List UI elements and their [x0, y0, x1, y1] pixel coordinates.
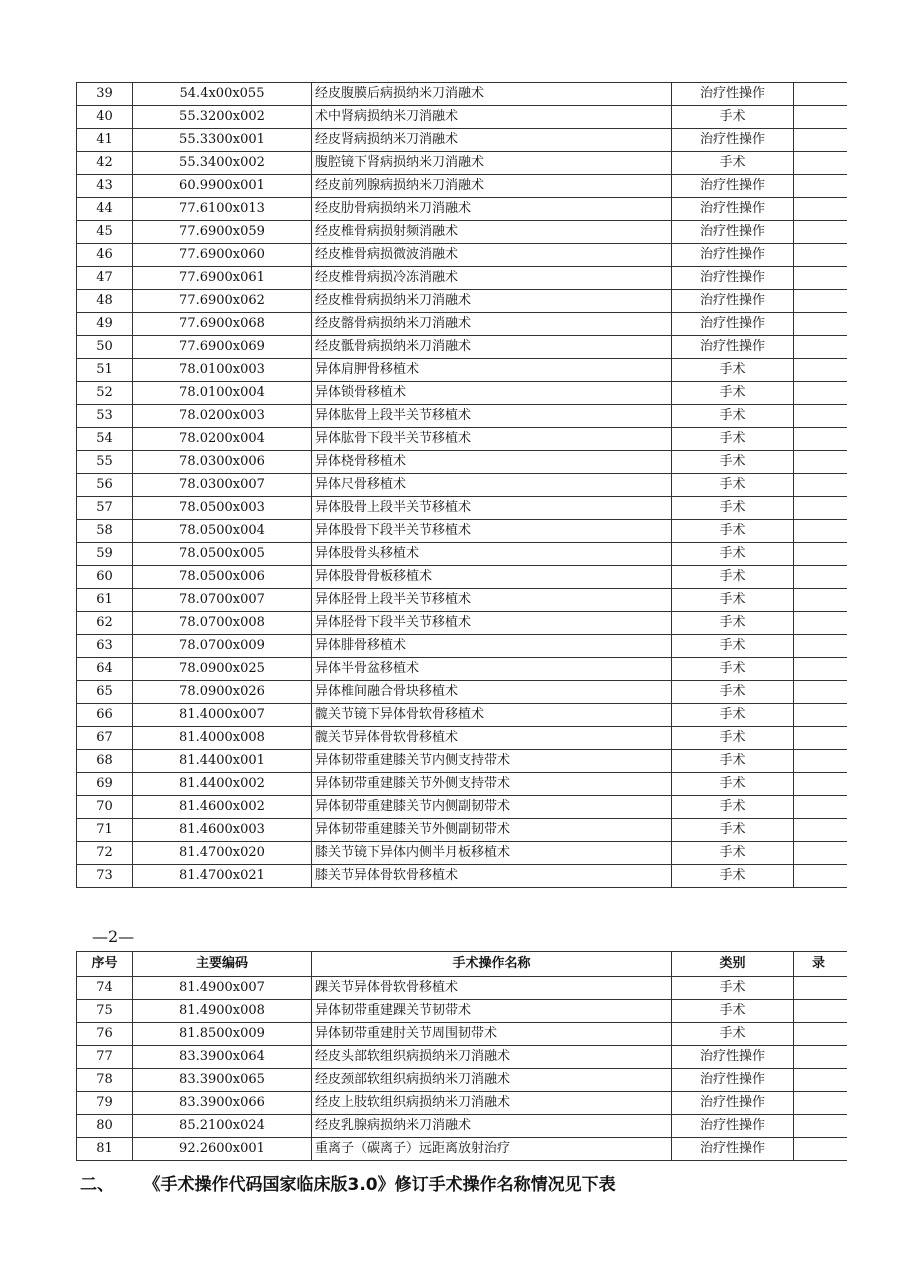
table-row: [77, 244, 848, 267]
cell-procedure-name: 经皮上肢软组织病损纳米刀消融术: [312, 1092, 672, 1115]
cell-serial-number: 56: [77, 474, 133, 497]
cell-procedure-name: 异体半骨盆移植术: [312, 658, 672, 681]
table-row: [77, 198, 848, 221]
cell-main-code: 78.0300x006: [133, 451, 312, 474]
cell-extra: [794, 773, 848, 796]
cell-category: 手术: [672, 773, 794, 796]
cell-procedure-name: 踝关节异体骨软骨移植术: [312, 977, 672, 1000]
cell-extra: [794, 1092, 848, 1115]
cell-category: 治疗性操作: [672, 336, 794, 359]
cell-procedure-name: 髋关节异体骨软骨移植术: [312, 727, 672, 750]
cell-main-code: 77.6100x013: [133, 198, 312, 221]
cell-extra: [794, 313, 848, 336]
cell-category: 治疗性操作: [672, 175, 794, 198]
cell-main-code: 81.4400x001: [133, 750, 312, 773]
cell-serial-number: 66: [77, 704, 133, 727]
header-serial-number: 序号: [77, 952, 133, 977]
cell-category: 治疗性操作: [672, 1069, 794, 1092]
cell-category: 手术: [672, 566, 794, 589]
cell-serial-number: 39: [77, 83, 133, 106]
table-row: [77, 1000, 848, 1023]
cell-serial-number: 71: [77, 819, 133, 842]
cell-serial-number: 76: [77, 1023, 133, 1046]
cell-extra: [794, 566, 848, 589]
cell-serial-number: 42: [77, 152, 133, 175]
procedure-table-bottom-body: [77, 977, 848, 1161]
page-number: —2—: [92, 927, 135, 946]
cell-main-code: 81.4900x008: [133, 1000, 312, 1023]
table-row: [77, 681, 848, 704]
cell-main-code: 55.3400x002: [133, 152, 312, 175]
cell-category: 手术: [672, 359, 794, 382]
cell-main-code: 83.3900x064: [133, 1046, 312, 1069]
cell-extra: [794, 842, 848, 865]
cell-serial-number: 47: [77, 267, 133, 290]
cell-serial-number: 40: [77, 106, 133, 129]
table-row: [77, 152, 848, 175]
cell-extra: [794, 497, 848, 520]
cell-category: 手术: [672, 520, 794, 543]
table-row: [77, 474, 848, 497]
cell-procedure-name: 经皮肋骨病损纳米刀消融术: [312, 198, 672, 221]
table-row: [77, 1023, 848, 1046]
cell-serial-number: 48: [77, 290, 133, 313]
cell-serial-number: 70: [77, 796, 133, 819]
cell-main-code: 54.4x00x055: [133, 83, 312, 106]
cell-serial-number: 53: [77, 405, 133, 428]
cell-main-code: 81.4900x007: [133, 977, 312, 1000]
cell-serial-number: 50: [77, 336, 133, 359]
table-row: [77, 1115, 848, 1138]
table-row: [77, 336, 848, 359]
cell-main-code: 77.6900x069: [133, 336, 312, 359]
cell-main-code: 77.6900x061: [133, 267, 312, 290]
cell-procedure-name: 重离子（碳离子）远距离放射治疗: [312, 1138, 672, 1161]
cell-main-code: 77.6900x068: [133, 313, 312, 336]
cell-serial-number: 62: [77, 612, 133, 635]
cell-extra: [794, 83, 848, 106]
cell-procedure-name: 异体桡骨移植术: [312, 451, 672, 474]
header-category: 类别: [672, 952, 794, 977]
cell-procedure-name: 经皮颈部软组织病损纳米刀消融术: [312, 1069, 672, 1092]
cell-procedure-name: 异体椎间融合骨块移植术: [312, 681, 672, 704]
table-row: [77, 750, 848, 773]
cell-procedure-name: 经皮头部软组织病损纳米刀消融术: [312, 1046, 672, 1069]
cell-main-code: 78.0100x004: [133, 382, 312, 405]
cell-category: 手术: [672, 612, 794, 635]
table-row: [77, 175, 848, 198]
cell-serial-number: 49: [77, 313, 133, 336]
table-row: [77, 612, 848, 635]
cell-category: 治疗性操作: [672, 221, 794, 244]
cell-category: 手术: [672, 819, 794, 842]
header-row: [77, 952, 848, 977]
cell-extra: [794, 244, 848, 267]
cell-category: 手术: [672, 865, 794, 888]
cell-category: 手术: [672, 704, 794, 727]
table-row: [77, 290, 848, 313]
cell-main-code: 60.9900x001: [133, 175, 312, 198]
cell-serial-number: 51: [77, 359, 133, 382]
cell-procedure-name: 异体腓骨移植术: [312, 635, 672, 658]
cell-category: 治疗性操作: [672, 1046, 794, 1069]
table-row: [77, 428, 848, 451]
cell-extra: [794, 405, 848, 428]
cell-main-code: 81.4000x007: [133, 704, 312, 727]
cell-category: 手术: [672, 977, 794, 1000]
cell-category: 手术: [672, 543, 794, 566]
cell-procedure-name: 经皮乳腺病损纳米刀消融术: [312, 1115, 672, 1138]
cell-main-code: 78.0200x003: [133, 405, 312, 428]
cell-procedure-name: 异体肩胛骨移植术: [312, 359, 672, 382]
cell-main-code: 81.4700x021: [133, 865, 312, 888]
table-row: [77, 359, 848, 382]
cell-procedure-name: 异体肱骨上段半关节移植术: [312, 405, 672, 428]
cell-procedure-name: 异体韧带重建肘关节周围韧带术: [312, 1023, 672, 1046]
procedure-table-top: [76, 82, 847, 888]
cell-extra: [794, 267, 848, 290]
cell-extra: [794, 1115, 848, 1138]
cell-main-code: 77.6900x060: [133, 244, 312, 267]
cell-extra: [794, 635, 848, 658]
cell-procedure-name: 术中肾病损纳米刀消融术: [312, 106, 672, 129]
cell-main-code: 92.2600x001: [133, 1138, 312, 1161]
cell-serial-number: 80: [77, 1115, 133, 1138]
cell-procedure-name: 异体韧带重建膝关节外侧副韧带术: [312, 819, 672, 842]
cell-main-code: 77.6900x062: [133, 290, 312, 313]
table-row: [77, 819, 848, 842]
cell-category: 手术: [672, 750, 794, 773]
cell-serial-number: 52: [77, 382, 133, 405]
cell-serial-number: 58: [77, 520, 133, 543]
table-row: [77, 589, 848, 612]
cell-main-code: 85.2100x024: [133, 1115, 312, 1138]
procedure-table-top-body: [77, 83, 848, 888]
cell-extra: [794, 382, 848, 405]
cell-extra: [794, 1069, 848, 1092]
cell-serial-number: 81: [77, 1138, 133, 1161]
cell-main-code: 78.0100x003: [133, 359, 312, 382]
section-title: 《手术操作代码国家临床版3.0》修订手术操作名称情况见下表: [152, 1175, 616, 1195]
table-row: [77, 1138, 848, 1161]
cell-serial-number: 68: [77, 750, 133, 773]
cell-procedure-name: 经皮前列腺病损纳米刀消融术: [312, 175, 672, 198]
cell-category: 手术: [672, 428, 794, 451]
table-row: [77, 1092, 848, 1115]
cell-procedure-name: 异体尺骨移植术: [312, 474, 672, 497]
procedure-table-bottom: [76, 951, 847, 1161]
cell-serial-number: 69: [77, 773, 133, 796]
cell-extra: [794, 221, 848, 244]
table-row: [77, 451, 848, 474]
cell-category: 手术: [672, 1000, 794, 1023]
cell-serial-number: 79: [77, 1092, 133, 1115]
cell-extra: [794, 819, 848, 842]
cell-procedure-name: 异体韧带重建膝关节内侧副韧带术: [312, 796, 672, 819]
cell-procedure-name: 异体股骨上段半关节移植术: [312, 497, 672, 520]
cell-serial-number: 77: [77, 1046, 133, 1069]
header-procedure-name: 手术操作名称: [312, 952, 672, 977]
cell-extra: [794, 451, 848, 474]
header-extra: 录: [794, 952, 848, 977]
table-row: [77, 382, 848, 405]
cell-serial-number: 41: [77, 129, 133, 152]
cell-serial-number: 57: [77, 497, 133, 520]
cell-extra: [794, 727, 848, 750]
table-row: [77, 405, 848, 428]
cell-extra: [794, 152, 848, 175]
cell-serial-number: 65: [77, 681, 133, 704]
cell-extra: [794, 474, 848, 497]
cell-category: 治疗性操作: [672, 1138, 794, 1161]
cell-serial-number: 55: [77, 451, 133, 474]
cell-main-code: 55.3200x002: [133, 106, 312, 129]
cell-procedure-name: 髋关节镜下异体骨软骨移植术: [312, 704, 672, 727]
cell-main-code: 81.4400x002: [133, 773, 312, 796]
cell-procedure-name: 经皮椎骨病损微波消融术: [312, 244, 672, 267]
cell-extra: [794, 336, 848, 359]
cell-procedure-name: 膝关节异体骨软骨移植术: [312, 865, 672, 888]
cell-category: 治疗性操作: [672, 1115, 794, 1138]
table-row: [77, 704, 848, 727]
table-row: [77, 658, 848, 681]
cell-procedure-name: 异体韧带重建膝关节内侧支持带术: [312, 750, 672, 773]
cell-extra: [794, 589, 848, 612]
cell-main-code: 78.0200x004: [133, 428, 312, 451]
cell-category: 手术: [672, 1023, 794, 1046]
cell-category: 治疗性操作: [672, 313, 794, 336]
cell-extra: [794, 175, 848, 198]
table-row: [77, 773, 848, 796]
table-row: [77, 842, 848, 865]
table-row: [77, 313, 848, 336]
cell-main-code: 78.0500x004: [133, 520, 312, 543]
cell-category: 治疗性操作: [672, 267, 794, 290]
cell-category: 治疗性操作: [672, 1092, 794, 1115]
cell-procedure-name: 异体股骨头移植术: [312, 543, 672, 566]
cell-procedure-name: 异体韧带重建膝关节外侧支持带术: [312, 773, 672, 796]
cell-extra: [794, 750, 848, 773]
cell-category: 手术: [672, 635, 794, 658]
cell-extra: [794, 1000, 848, 1023]
cell-category: 治疗性操作: [672, 129, 794, 152]
cell-category: 手术: [672, 152, 794, 175]
table-row: [77, 1046, 848, 1069]
cell-procedure-name: 异体胫骨下段半关节移植术: [312, 612, 672, 635]
cell-main-code: 81.4600x003: [133, 819, 312, 842]
cell-extra: [794, 1138, 848, 1161]
cell-main-code: 78.0700x008: [133, 612, 312, 635]
cell-procedure-name: 经皮肾病损纳米刀消融术: [312, 129, 672, 152]
table-header: [77, 952, 848, 977]
cell-main-code: 81.4600x002: [133, 796, 312, 819]
cell-extra: [794, 359, 848, 382]
table-row: [77, 635, 848, 658]
cell-serial-number: 75: [77, 1000, 133, 1023]
table-row: [77, 267, 848, 290]
cell-main-code: 83.3900x065: [133, 1069, 312, 1092]
cell-procedure-name: 异体韧带重建踝关节韧带术: [312, 1000, 672, 1023]
cell-procedure-name: 异体胫骨上段半关节移植术: [312, 589, 672, 612]
cell-serial-number: 44: [77, 198, 133, 221]
cell-serial-number: 78: [77, 1069, 133, 1092]
cell-category: 手术: [672, 842, 794, 865]
cell-main-code: 77.6900x059: [133, 221, 312, 244]
cell-category: 手术: [672, 106, 794, 129]
cell-category: 手术: [672, 497, 794, 520]
cell-extra: [794, 129, 848, 152]
cell-category: 治疗性操作: [672, 198, 794, 221]
table-row: [77, 83, 848, 106]
cell-main-code: 78.0700x009: [133, 635, 312, 658]
cell-procedure-name: 异体股骨下段半关节移植术: [312, 520, 672, 543]
cell-serial-number: 61: [77, 589, 133, 612]
cell-category: 治疗性操作: [672, 244, 794, 267]
header-main-code: 主要编码: [133, 952, 312, 977]
cell-extra: [794, 865, 848, 888]
cell-serial-number: 74: [77, 977, 133, 1000]
cell-extra: [794, 1046, 848, 1069]
cell-procedure-name: 经皮髂骨病损纳米刀消融术: [312, 313, 672, 336]
cell-main-code: 78.0900x025: [133, 658, 312, 681]
cell-category: 手术: [672, 405, 794, 428]
cell-extra: [794, 658, 848, 681]
cell-extra: [794, 290, 848, 313]
cell-main-code: 83.3900x066: [133, 1092, 312, 1115]
cell-serial-number: 43: [77, 175, 133, 198]
cell-extra: [794, 198, 848, 221]
table-row: [77, 520, 848, 543]
cell-extra: [794, 520, 848, 543]
cell-serial-number: 54: [77, 428, 133, 451]
section-heading: [80, 1170, 616, 1195]
cell-extra: [794, 428, 848, 451]
cell-procedure-name: 经皮骶骨病损纳米刀消融术: [312, 336, 672, 359]
cell-serial-number: 63: [77, 635, 133, 658]
table-row: [77, 497, 848, 520]
cell-category: 手术: [672, 451, 794, 474]
cell-category: 治疗性操作: [672, 83, 794, 106]
cell-procedure-name: 经皮椎骨病损冷冻消融术: [312, 267, 672, 290]
cell-category: 手术: [672, 796, 794, 819]
cell-category: 手术: [672, 474, 794, 497]
table-row: [77, 221, 848, 244]
table-row: [77, 129, 848, 152]
cell-main-code: 81.8500x009: [133, 1023, 312, 1046]
cell-extra: [794, 1023, 848, 1046]
cell-extra: [794, 612, 848, 635]
section-number: 二、: [80, 1175, 114, 1195]
cell-procedure-name: 异体股骨骨板移植术: [312, 566, 672, 589]
cell-main-code: 78.0500x003: [133, 497, 312, 520]
cell-extra: [794, 106, 848, 129]
cell-procedure-name: 异体锁骨移植术: [312, 382, 672, 405]
cell-category: 手术: [672, 589, 794, 612]
cell-category: 治疗性操作: [672, 290, 794, 313]
cell-main-code: 55.3300x001: [133, 129, 312, 152]
cell-extra: [794, 543, 848, 566]
cell-extra: [794, 681, 848, 704]
cell-main-code: 78.0700x007: [133, 589, 312, 612]
cell-serial-number: 59: [77, 543, 133, 566]
cell-serial-number: 72: [77, 842, 133, 865]
table-row: [77, 566, 848, 589]
cell-main-code: 81.4000x008: [133, 727, 312, 750]
cell-serial-number: 67: [77, 727, 133, 750]
cell-main-code: 81.4700x020: [133, 842, 312, 865]
cell-category: 手术: [672, 658, 794, 681]
cell-procedure-name: 经皮椎骨病损射频消融术: [312, 221, 672, 244]
cell-procedure-name: 腹腔镜下肾病损纳米刀消融术: [312, 152, 672, 175]
cell-procedure-name: 经皮腹膜后病损纳米刀消融术: [312, 83, 672, 106]
cell-serial-number: 45: [77, 221, 133, 244]
cell-main-code: 78.0900x026: [133, 681, 312, 704]
table-row: [77, 865, 848, 888]
cell-main-code: 78.0500x005: [133, 543, 312, 566]
cell-extra: [794, 977, 848, 1000]
cell-procedure-name: 经皮椎骨病损纳米刀消融术: [312, 290, 672, 313]
cell-category: 手术: [672, 727, 794, 750]
cell-main-code: 78.0500x006: [133, 566, 312, 589]
cell-extra: [794, 704, 848, 727]
table-row: [77, 1069, 848, 1092]
cell-category: 手术: [672, 382, 794, 405]
cell-category: 手术: [672, 681, 794, 704]
cell-serial-number: 73: [77, 865, 133, 888]
cell-main-code: 78.0300x007: [133, 474, 312, 497]
table-row: [77, 796, 848, 819]
cell-serial-number: 46: [77, 244, 133, 267]
table-row: [77, 727, 848, 750]
cell-serial-number: 64: [77, 658, 133, 681]
cell-procedure-name: 异体肱骨下段半关节移植术: [312, 428, 672, 451]
table-row: [77, 543, 848, 566]
cell-serial-number: 60: [77, 566, 133, 589]
table-row: [77, 977, 848, 1000]
cell-extra: [794, 796, 848, 819]
table-row: [77, 106, 848, 129]
cell-procedure-name: 膝关节镜下异体内侧半月板移植术: [312, 842, 672, 865]
